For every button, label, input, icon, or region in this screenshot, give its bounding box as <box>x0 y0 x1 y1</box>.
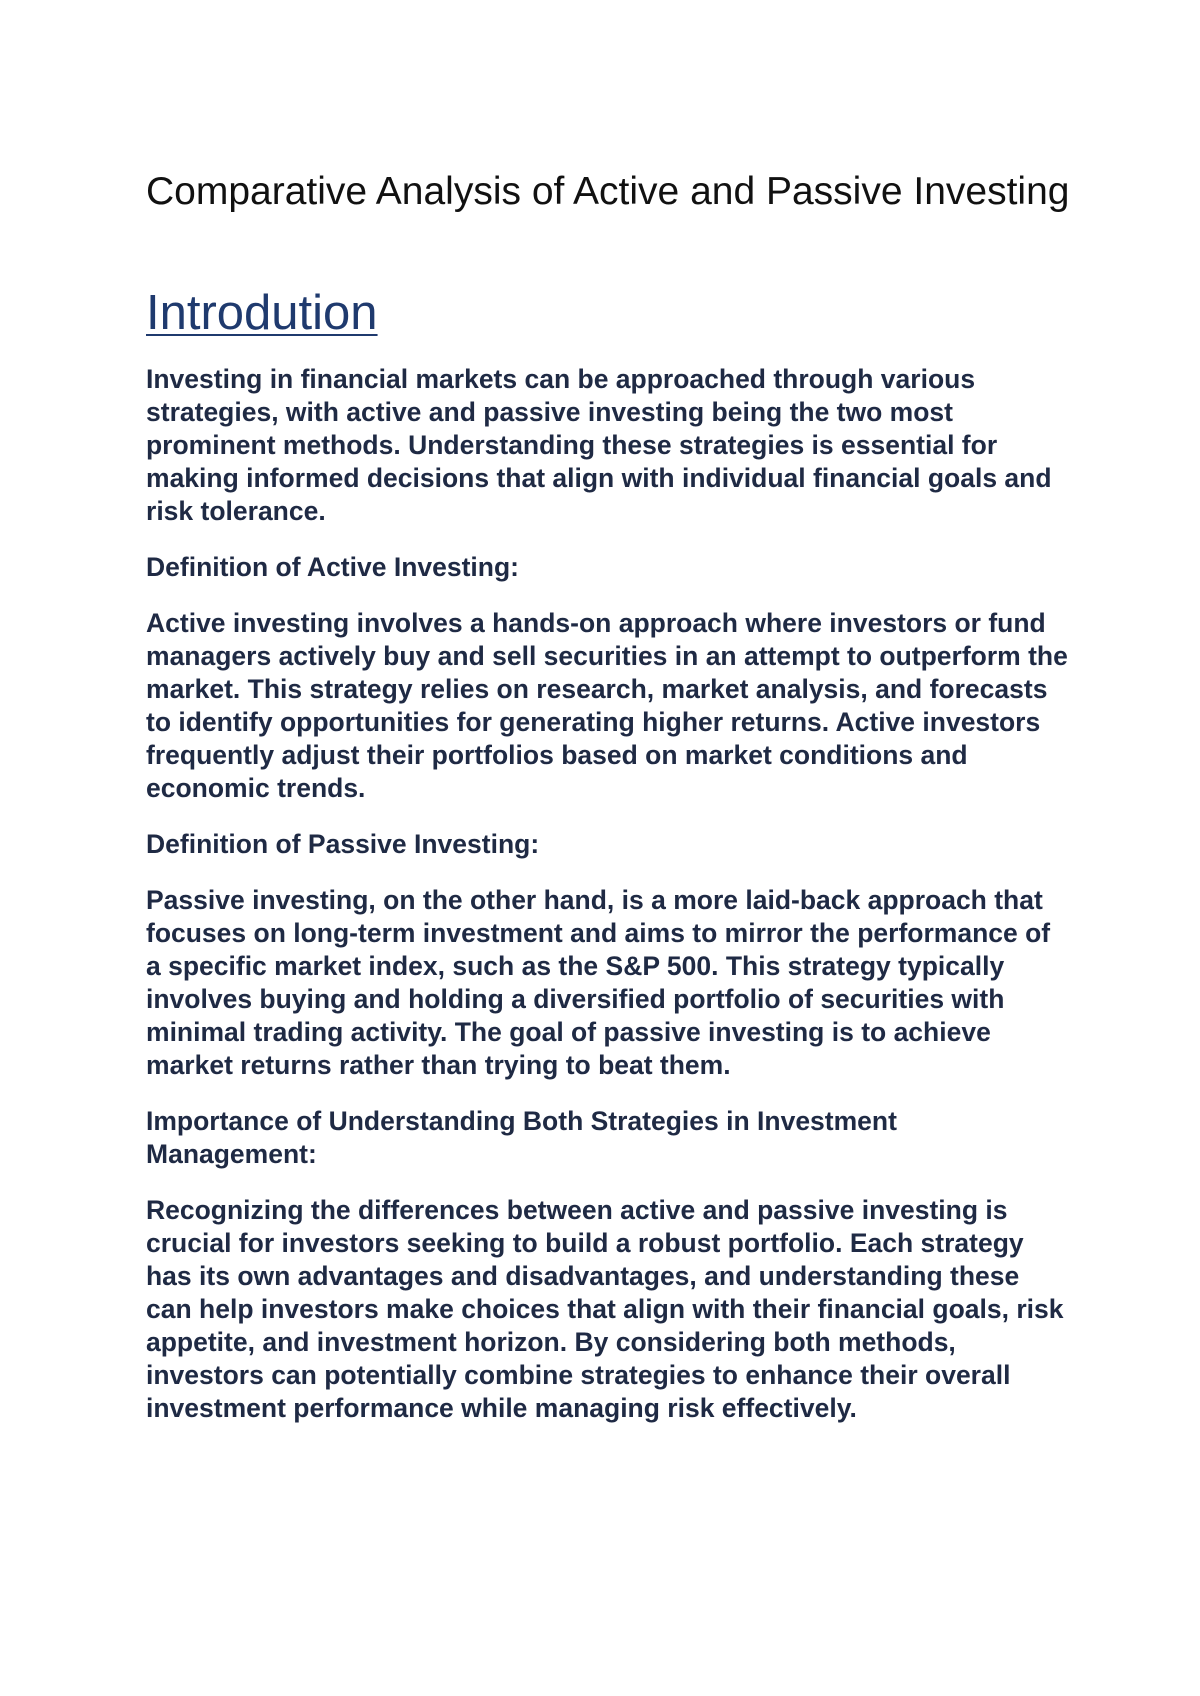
passive-investing-heading: Definition of Passive Investing: <box>146 829 540 859</box>
active-investing-heading: Definition of Active Investing: <box>146 552 519 582</box>
section-heading-introduction: Introdution <box>146 286 378 340</box>
passive-investing-paragraph: Passive investing, on the other hand, is a more laid-back approach that focuses on long-term investment and aims to mirror the performance of a specific market index, such as the S&P 500. This strategy typically involves buying and holding a diversified portfolio of securities with minimal trading activity. The goal of passive investing is to achieve market returns rather than trying to beat them. <box>146 885 1051 1080</box>
importance-heading: Importance of Understanding Both Strategies in Investment Management: <box>146 1106 897 1169</box>
active-investing-paragraph: Active investing involves a hands-on approach where investors or fund managers actively buy and sell securities in an attempt to outperform the market. This strategy relies on research, market analysis, and forecasts to identify opportunities for generating higher returns. Active investors frequently adjust their portfolios based on market conditions and economic trends. <box>146 608 1068 803</box>
importance-paragraph: Recognizing the differences between active and passive investing is crucial for investors seeking to build a robust portfolio. Each strategy has its own advantages and disadvantages, and understanding these can help investors make choices that align with their financial goals, risk appetite, and investment horizon. By considering both methods, investors can potentially combine strategies to enhance their overall investment performance while managing risk effectively. <box>146 1195 1064 1423</box>
intro-paragraph: Investing in financial markets can be approached through various strategies, with active and passive investing being the two most prominent methods. Understanding these strategies is essential for making informed decisions that align with individual financial goals and risk tolerance. <box>146 364 1052 526</box>
document-title: Comparative Analysis of Active and Passive Investing <box>146 170 1070 213</box>
document-body <box>146 168 1070 1448</box>
